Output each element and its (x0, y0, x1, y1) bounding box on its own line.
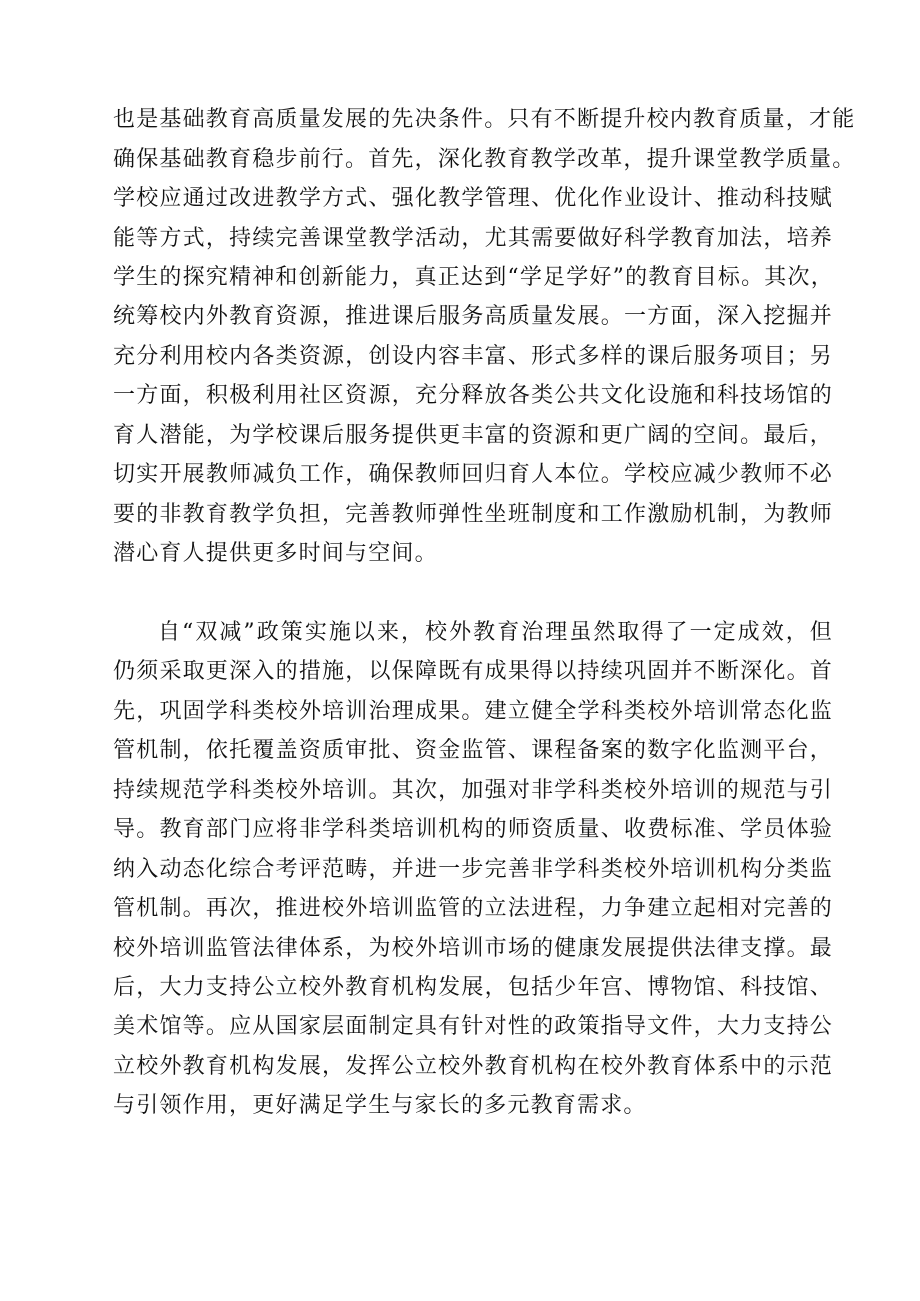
paragraph-2-line: 先，巩固学科类校外培训治理成果。建立健全学科类校外培训常态化监 (113, 699, 833, 724)
paragraph-1-line: 一方面，积极利用社区资源，充分释放各类公共文化设施和科技场馆的 (113, 383, 833, 408)
paragraph-1-line: 学校应通过改进教学方式、强化教学管理、优化作业设计、推动科技赋 (113, 186, 833, 211)
paragraph-1-line: 育人潜能，为学校课后服务提供更丰富的资源和更广阔的空间。最后， (113, 423, 833, 448)
paragraph-2-line: 管机制。再次，推进校外培训监管的立法进程，力争建立起相对完善的 (113, 896, 833, 921)
paragraph-1-line: 能等方式，持续完善课堂教学活动，尤其需要做好科学教育加法，培养 (113, 226, 833, 251)
paragraph-2-line: 与引领作用，更好满足学生与家长的多元教育需求。 (113, 1093, 647, 1118)
paragraph-2-line: 校外培训监管法律体系，为校外培训市场的健康发展提供法律支撑。最 (113, 936, 833, 961)
paragraph-1-line: 要的非教育教学负担，完善教师弹性坐班制度和工作激励机制，为教师 (113, 502, 833, 527)
paragraph-1-line: 潜心育人提供更多时间与空间。 (113, 541, 438, 566)
paragraph-2-line: 仍须采取更深入的措施，以保障既有成果得以持续巩固并不断深化。首 (113, 659, 833, 684)
paragraph-1-line: 切实开展教师减负工作，确保教师回归育人本位。学校应减少教师不必 (113, 462, 833, 487)
paragraph-2-line: 纳入动态化综合考评范畴，并进一步完善非学科类校外培训机构分类监 (113, 857, 833, 882)
paragraph-2-line: 自“双减”政策实施以来，校外教育治理虽然取得了一定成效，但 (158, 620, 833, 645)
paragraph-1-line: 充分利用校内各类资源，创设内容丰富、形式多样的课后服务项目；另 (113, 344, 833, 369)
paragraph-1-line: 统筹校内外教育资源，推进课后服务高质量发展。一方面，深入挖掘并 (113, 304, 833, 329)
paragraph-1-line: 确保基础教育稳步前行。首先，深化教育教学改革，提升课堂教学质量。 (113, 147, 856, 172)
paragraph-1-line: 学生的探究精神和创新能力，真正达到“学足学好”的教育目标。其次， (113, 265, 834, 290)
paragraph-2-line: 后，大力支持公立校外教育机构发展，包括少年宫、博物馆、科技馆、 (113, 975, 833, 1000)
paragraph-2-line: 导。教育部门应将非学科类培训机构的师资质量、收费标准、学员体验 (113, 817, 833, 842)
paragraph-2-line: 美术馆等。应从国家层面制定具有针对性的政策指导文件，大力支持公 (113, 1014, 833, 1039)
paragraph-1-line: 也是基础教育高质量发展的先决条件。只有不断提升校内教育质量，才能 (113, 107, 856, 132)
paragraph-2-line: 立校外教育机构发展，发挥公立校外教育机构在校外教育体系中的示范 (113, 1054, 833, 1079)
paragraph-2-line: 管机制，依托覆盖资质审批、资金监管、课程备案的数字化监测平台， (113, 738, 833, 763)
paragraph-2-line: 持续规范学科类校外培训。其次，加强对非学科类校外培训的规范与引 (113, 778, 833, 803)
